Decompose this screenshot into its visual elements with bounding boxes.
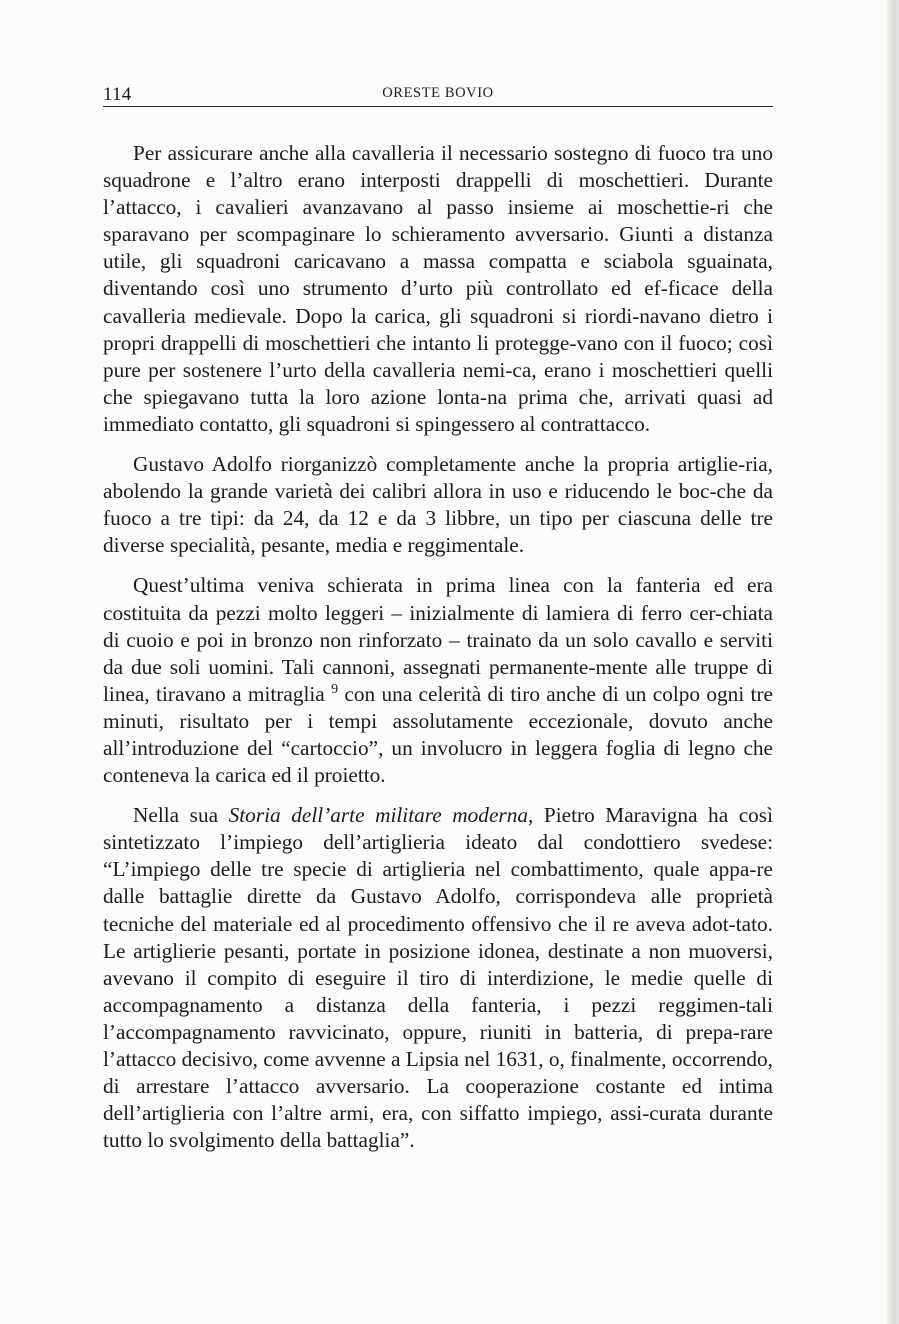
paragraph-artillery-reorganization: Gustavo Adolfo riorganizzò completamente anche la propria artiglie-ria, abolendo la grande varietà dei calibri allora in uso e riducendo le boc-che da fuoco a tre tipi: da 24, da 12 e da 3 libbre, un tipo per ciascuna delle tre diverse specialità, pesante, media e reggimentale. xyxy=(103,452,773,558)
paragraph-text-after-title: , Pietro Maravigna ha così sintetizzato l’impiego dell’artiglieria ideato dal condottiero svedese: “L’impiego delle tre specie di artiglieria nel combattimento, quale appa-re dalle battaglie dirette da Gustavo Adolfo, corrispondeva alle proprietà tecniche del materiale ed al procedimento offensivo che il re aveva adot-tato. Le artiglierie pesanti, portate in posizione idonea, destinate a non muoversi, avevano il compito di eseguire il tiro di interdizione, le medie quelle di accompagnamento a distanza della fanteria, i pezzi reggimen-tali l’accompagnamento ravvicinato, oppure, riuniti in batteria, di prepa-rare l’attacco decisivo, come avvenne a Lipsia nel 1631, o, finalmente, occorrendo, di arrestare l’attacco avversario. La cooperazione costante ed intima dell’artiglieria con l’altre armi, era, con siffatto impiego, assi-curata durante tutto lo svolgimento della battaglia”. xyxy=(103,803,774,1153)
body-text xyxy=(103,140,773,1154)
paragraph-cavalry: Per assicurare anche alla cavalleria il necessario sostegno di fuoco tra uno squadrone e l’altro erano interposti drappelli di moschettieri. Durante l’attacco, i cavalieri avanzavano al passo insieme ai moschettie-ri che sparavano per scompaginare lo schieramento avversario. Giunti a distanza utile, gli squadroni caricavano a massa compatta e sciabola sguainata, diventando così uno strumento d’urto più controllato ed ef-ficace della cavalleria medievale. Dopo la carica, gli squadroni si riordi-navano dietro i propri drappelli di moschettieri che intanto li protegge-vano con il fuoco; così pure per sostenere l’urto della cavalleria nemi-ca, erano i moschettieri quelli che spiegavano tutta la loro azione lonta-na prima che, arrivati quasi ad immediato contatto, gli squadroni si spingessero al contrattacco. xyxy=(103,141,773,436)
page-number: 114 xyxy=(103,84,132,105)
page-edge-shadow xyxy=(887,0,899,1324)
paragraph-text-after-footnote: con una celerità di tiro anche di un colpo ogni tre minuti, risultato per i tempi assolutamente eccezionale, dovuto anche all’introduzione del “cartoccio”, un involucro in leggera foglia di legno che conteneva la carica ed il proietto. xyxy=(103,681,774,788)
paragraph-regimental-artillery xyxy=(103,572,773,789)
paragraph-maravigna-quote xyxy=(103,802,773,1154)
footnote-reference: 9 xyxy=(331,681,339,697)
paragraph-text-before-footnote: Quest’ultima veniva schierata in prima linea con la fanteria ed era costituita da pezzi molto leggeri – inizialmente di lamiera di ferro cer-chiata di cuoio e poi in bronzo non rinforzato – trainato da un solo cavallo e serviti da due soli uomini. Tali cannoni, assegnati permanente-mente alle truppe di linea, tiravano a mitraglia xyxy=(103,573,773,706)
paragraph-text-before-title: Nella sua xyxy=(133,803,219,828)
running-head-author: ORESTE BOVIO xyxy=(382,85,494,101)
page-header xyxy=(103,80,773,107)
book-title-italic: Storia dell’arte militare moderna xyxy=(228,803,528,828)
